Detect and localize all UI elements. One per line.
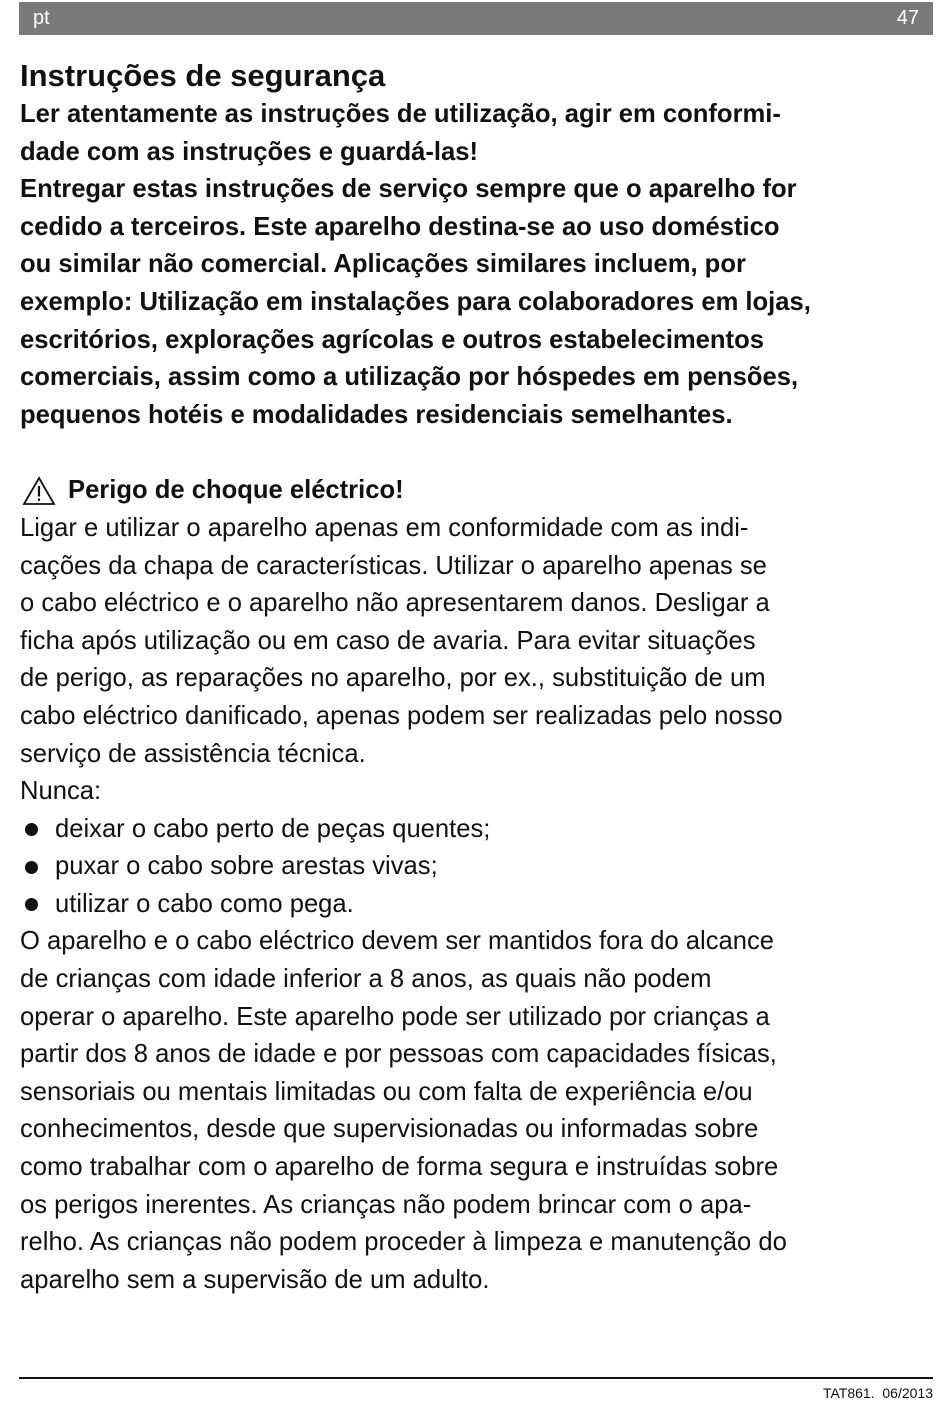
warning-heading-text: Perigo de choque eléctrico! (68, 476, 404, 505)
warning-line: cabo eléctrico danificado, apenas podem ser realizadas pelo nosso (20, 701, 783, 730)
intro-line: comerciais, assim como a utilização por hóspedes em pensões, (20, 363, 799, 392)
list-item (20, 886, 936, 924)
closing-line: relho. As crianças não podem proceder à limpeza e manutenção do (20, 1228, 787, 1257)
closing-line: como trabalhar com o aparelho de forma segura e instruídas sobre (20, 1153, 779, 1182)
never-label: Nunca: (20, 777, 102, 806)
warning-line: Ligar e utilizar o aparelho apenas em conformidade com as indi- (20, 513, 749, 542)
warning-heading (20, 472, 936, 510)
page-title: Instruções de segurança (20, 58, 386, 93)
warning-line: de perigo, as reparações no aparelho, por ex., substituição de um (20, 664, 766, 693)
list-item (20, 848, 936, 886)
bullet-list (20, 811, 936, 924)
closing-line: conhecimentos, desde que supervisionadas ou informadas sobre (20, 1115, 759, 1144)
intro-line: Ler atentamente as instruções de utilização, agir em conformi- (20, 100, 781, 128)
closing-line: sensoriais ou mentais limitadas ou com falta de experiência e/ou (20, 1077, 753, 1106)
warning-line: serviço de assistência técnica. (20, 739, 366, 768)
intro-line: cedido a terceiros. Este aparelho destina-se ao uso doméstico (20, 212, 780, 241)
footer-date: 06/2013 (882, 1385, 933, 1401)
list-item-text: puxar o cabo sobre arestas vivas; (55, 852, 438, 881)
bullet-icon (25, 823, 38, 836)
intro-line: Entregar estas instruções de serviço sempre que o aparelho for (20, 175, 797, 204)
warning-paragraph (20, 510, 936, 773)
footer-code (823, 1385, 933, 1401)
intro-line: exemplo: Utilização em instalações para colaboradores em lojas, (20, 287, 811, 316)
intro-line: pequenos hotéis e modalidades residenciais semelhantes. (20, 400, 733, 429)
warning-triangle-icon (22, 476, 56, 506)
intro-paragraph (20, 96, 936, 434)
bullet-icon (25, 861, 38, 874)
intro-line: ou similar não comercial. Aplicações similares incluem, por (20, 250, 746, 279)
closing-line: partir dos 8 anos de idade e por pessoas com capacidades físicas, (20, 1040, 777, 1069)
footer-divider (19, 1377, 933, 1379)
page-header-bar (19, 2, 933, 35)
language-code: pt (33, 7, 50, 29)
list-item-text: utilizar o cabo como pega. (55, 889, 354, 918)
closing-paragraph (20, 923, 936, 1299)
closing-line: os perigos inerentes. As crianças não podem brincar com o apa- (20, 1190, 752, 1219)
warning-line: cações da chapa de características. Utilizar o aparelho apenas se (20, 551, 767, 580)
document-body (20, 56, 936, 1299)
bullet-icon (25, 898, 38, 911)
intro-line: escritórios, explorações agrícolas e outros estabelecimentos (20, 325, 764, 354)
list-item-text: deixar o cabo perto de peças quentes; (55, 814, 491, 843)
closing-line: de crianças com idade inferior a 8 anos, as quais não podem (20, 965, 712, 994)
warning-line: ficha após utilização ou em caso de avaria. Para evitar situações (20, 626, 756, 655)
intro-line: dade com as instruções e guardá-las! (20, 137, 479, 166)
list-item (20, 811, 936, 849)
closing-line: aparelho sem a supervisão de um adulto. (20, 1265, 490, 1294)
footer-model: TAT861. (822, 1385, 875, 1401)
page-number: 47 (896, 7, 919, 29)
closing-line: operar o aparelho. Este aparelho pode ser utilizado por crianças a (20, 1002, 770, 1031)
closing-line: O aparelho e o cabo eléctrico devem ser mantidos fora do alcance (20, 927, 775, 956)
warning-line: o cabo eléctrico e o aparelho não apresentarem danos. Desligar a (20, 589, 770, 618)
section-spacer (20, 434, 936, 472)
